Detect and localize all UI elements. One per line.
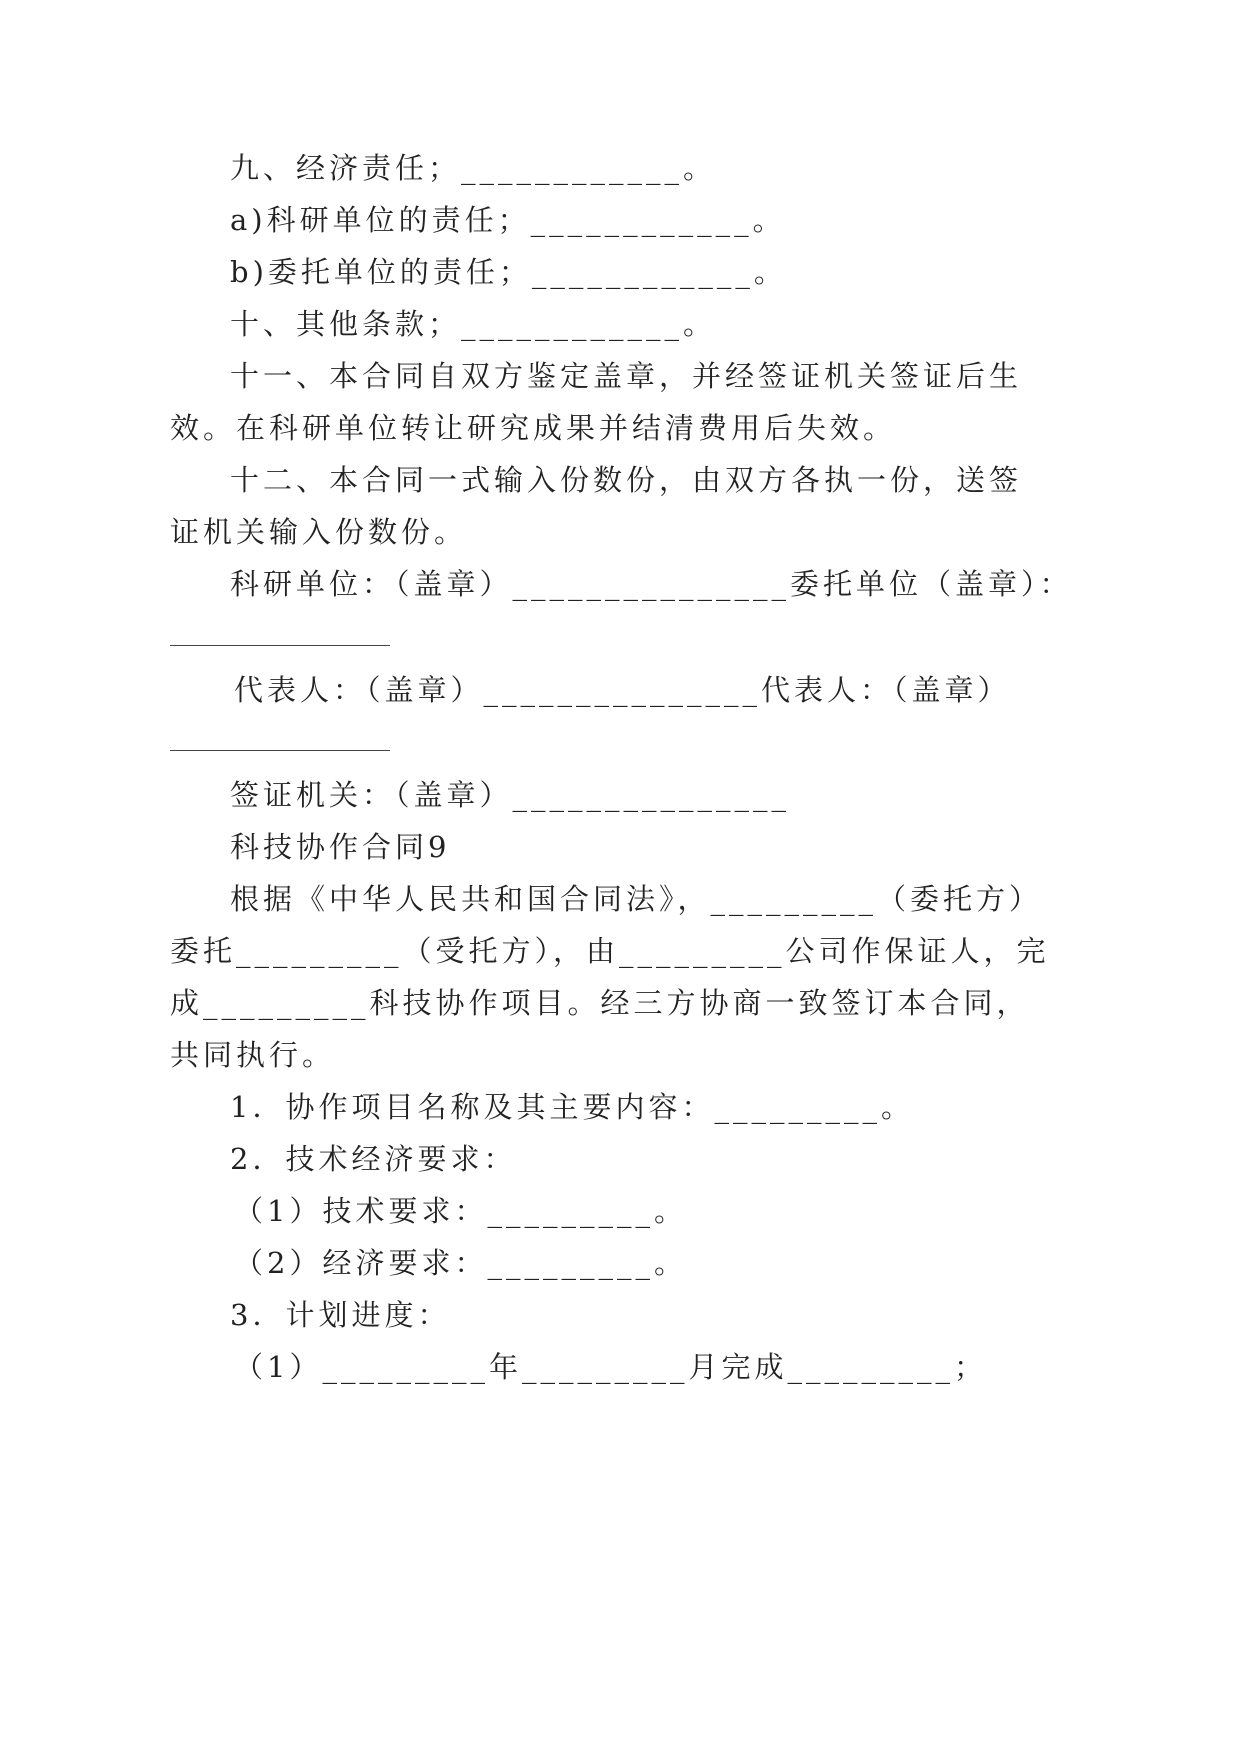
preamble-line-4: 共同执行。 [170,1038,336,1072]
clause-9-economic-liability: 九、经济责任；____________。 [230,151,717,185]
clause-11-effect-line-2: 效。在科研单位转让研究成果并结清费用后失效。 [170,411,897,445]
clause-12-copies-line-2: 证机关输入份数份。 [170,515,468,549]
clause-11-effect-line-1: 十一、本合同自双方鉴定盖章，并经签证机关签证后生 [230,359,1023,393]
signature-certifying-authority: 签证机关：（盖章）_______________ [230,778,791,812]
clause-10-other-terms: 十、其他条款；____________。 [230,307,717,341]
clause-9a-research-unit-liability: a)科研单位的责任；____________。 [230,203,786,237]
preamble-line-3: 成_________科技协作项目。经三方协商一致签订本合同， [170,986,1030,1020]
item-2-2-economic: （2）经济要求：_________。 [234,1246,687,1280]
preamble-line-1: 根据《中华人民共和国合同法》，_________（委托方） [230,882,1043,916]
item-3-schedule: 3．计划进度： [230,1298,451,1332]
signature-research-unit-and-client: 科研单位：（盖章）_______________委托单位（盖章）： [230,567,1073,601]
item-2-requirements: 2．技术经济要求： [230,1142,517,1176]
section-title: 科技协作合同9 [230,830,451,864]
item-2-1-technical: （1）技术要求：_________。 [234,1194,687,1228]
item-1-project-name: 1．协作项目名称及其主要内容：_________。 [230,1090,914,1124]
clause-9b-client-liability: b)委托单位的责任；____________。 [230,255,787,289]
item-3-1-schedule-entry: （1）_________年_________月完成_________； [234,1350,987,1384]
signature-representatives: 代表人：（盖章）_______________代表人：（盖章） [234,673,1011,707]
signature-blank-line [170,645,390,646]
signature-blank-line [170,750,390,751]
clause-12-copies-line-1: 十二、本合同一式输入份数份，由双方各执一份，送签 [230,463,1023,497]
preamble-line-2: 委托_________（受托方），由_________公司作保证人，完 [170,934,1050,968]
